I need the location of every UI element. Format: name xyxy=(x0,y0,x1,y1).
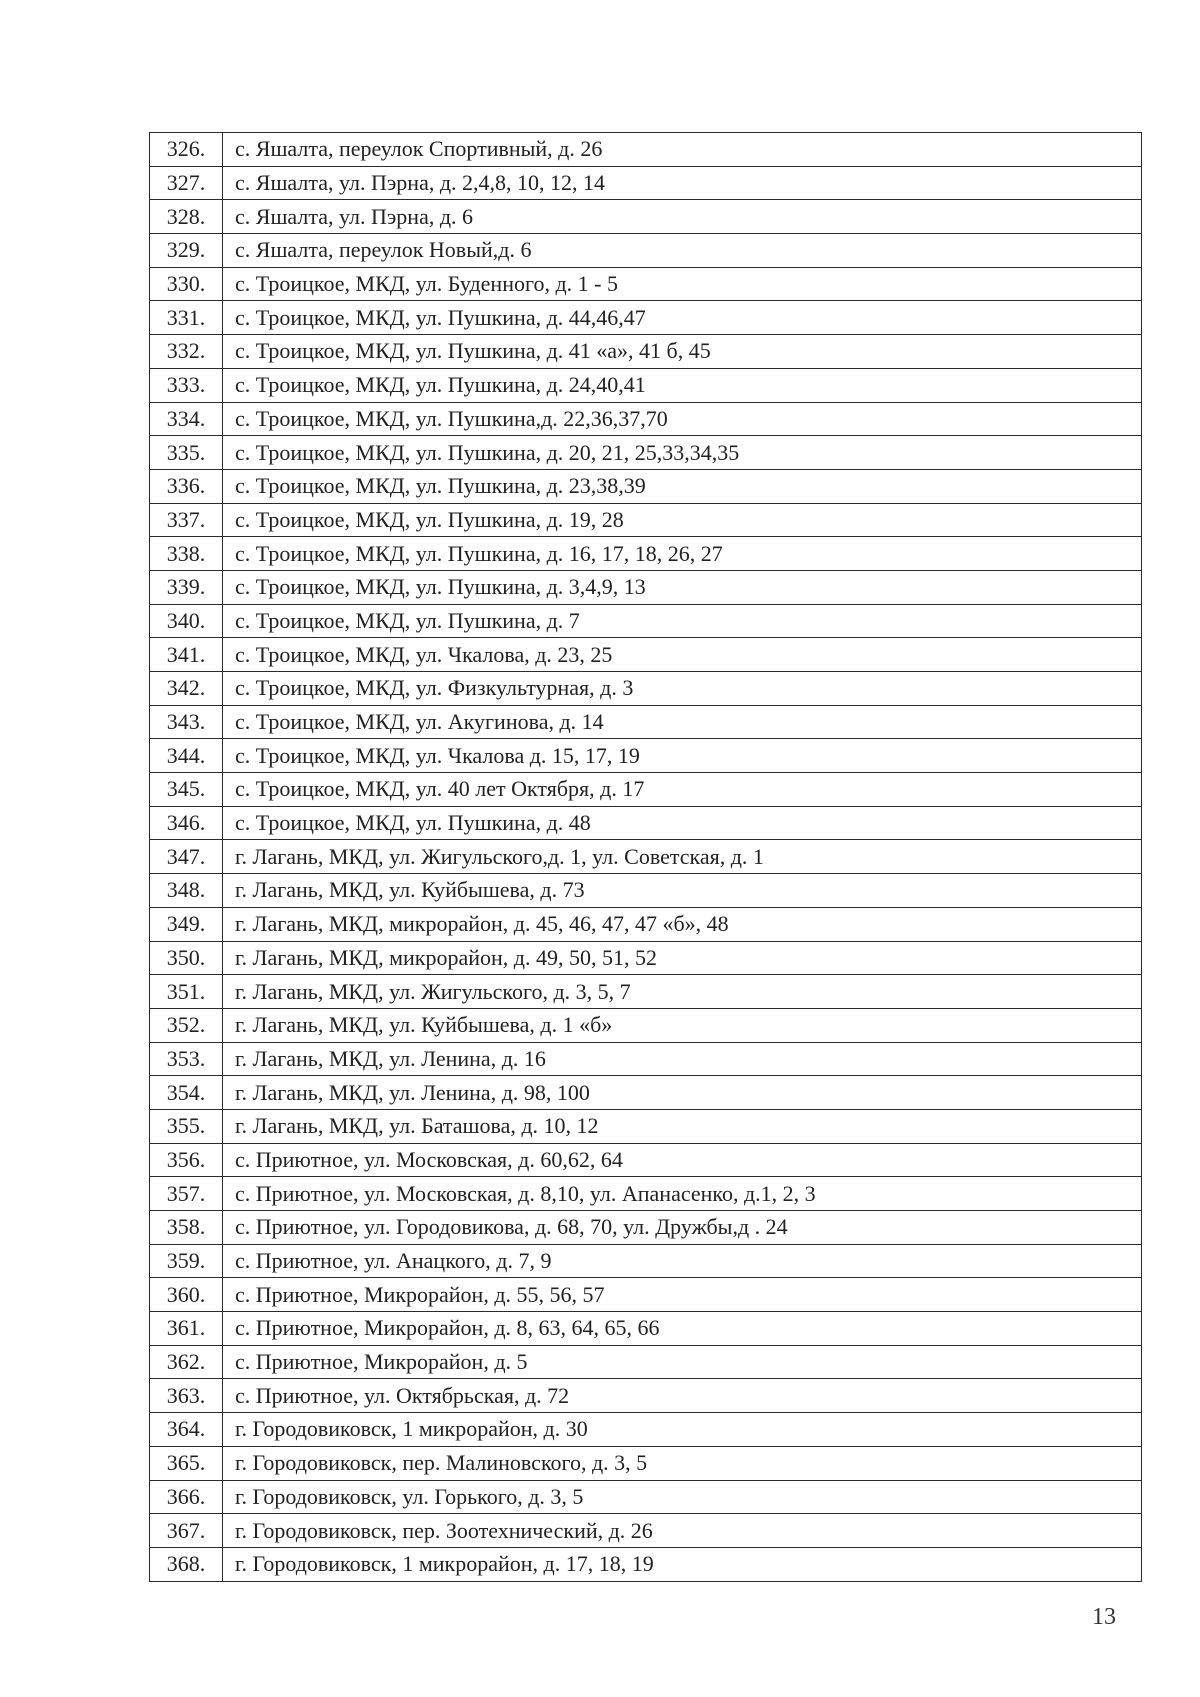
row-address: г. Лагань, МКД, ул. Ленина, д. 16 xyxy=(223,1042,1142,1076)
row-number: 326. xyxy=(150,133,223,167)
row-number: 338. xyxy=(150,537,223,571)
table-row xyxy=(150,705,1142,739)
table-row xyxy=(150,1379,1142,1413)
table-row xyxy=(150,234,1142,268)
row-number: 330. xyxy=(150,267,223,301)
table-row xyxy=(150,469,1142,503)
row-address: с. Приютное, Микрорайон, д. 55, 56, 57 xyxy=(223,1278,1142,1312)
row-address: с. Яшалта, ул. Пэрна, д. 2,4,8, 10, 12, 14 xyxy=(223,166,1142,200)
row-number: 355. xyxy=(150,1109,223,1143)
row-address: с. Троицкое, МКД, ул. Пушкина, д. 48 xyxy=(223,806,1142,840)
table-row xyxy=(150,368,1142,402)
row-number: 327. xyxy=(150,166,223,200)
row-number: 331. xyxy=(150,301,223,335)
table-row xyxy=(150,739,1142,773)
table-row xyxy=(150,1076,1142,1110)
row-number: 337. xyxy=(150,503,223,537)
table-row xyxy=(150,1480,1142,1514)
table-row xyxy=(150,1514,1142,1548)
table-row xyxy=(150,1042,1142,1076)
table-row xyxy=(150,840,1142,874)
table-row xyxy=(150,1312,1142,1346)
table-row xyxy=(150,1345,1142,1379)
row-address: г. Лагань, МКД, ул. Куйбышева, д. 1 «б» xyxy=(223,1008,1142,1042)
row-number: 365. xyxy=(150,1446,223,1480)
row-number: 363. xyxy=(150,1379,223,1413)
table-row xyxy=(150,806,1142,840)
row-address: г. Лагань, МКД, ул. Куйбышева, д. 73 xyxy=(223,874,1142,908)
row-number: 347. xyxy=(150,840,223,874)
table-row xyxy=(150,874,1142,908)
table-row xyxy=(150,267,1142,301)
table-row xyxy=(150,1547,1142,1581)
row-address: г. Лагань, МКД, микрорайон, д. 49, 50, 51, 52 xyxy=(223,941,1142,975)
row-number: 339. xyxy=(150,570,223,604)
row-address: с. Приютное, ул. Анацкого, д. 7, 9 xyxy=(223,1244,1142,1278)
row-address: г. Лагань, МКД, ул. Жигульского,д. 1, ул. Советская, д. 1 xyxy=(223,840,1142,874)
row-address: с. Троицкое, МКД, ул. Пушкина, д. 23,38,39 xyxy=(223,469,1142,503)
row-number: 359. xyxy=(150,1244,223,1278)
row-address: с. Приютное, ул. Октябрьская, д. 72 xyxy=(223,1379,1142,1413)
row-address: с. Приютное, ул. Московская, д. 60,62, 64 xyxy=(223,1143,1142,1177)
table-row xyxy=(150,1244,1142,1278)
row-address: г. Лагань, МКД, ул. Жигульского, д. 3, 5, 7 xyxy=(223,975,1142,1009)
table-row xyxy=(150,166,1142,200)
address-table-body xyxy=(150,133,1142,1582)
row-number: 356. xyxy=(150,1143,223,1177)
table-row xyxy=(150,402,1142,436)
table-row xyxy=(150,335,1142,369)
row-number: 332. xyxy=(150,335,223,369)
row-address: с. Троицкое, МКД, ул. Пушкина, д. 16, 17, 18, 26, 27 xyxy=(223,537,1142,571)
row-number: 334. xyxy=(150,402,223,436)
row-number: 368. xyxy=(150,1547,223,1581)
row-number: 335. xyxy=(150,436,223,470)
table-row xyxy=(150,1413,1142,1447)
table-row xyxy=(150,1008,1142,1042)
row-number: 366. xyxy=(150,1480,223,1514)
table-row xyxy=(150,1109,1142,1143)
row-address: с. Приютное, ул. Городовикова, д. 68, 70, ул. Дружбы,д . 24 xyxy=(223,1211,1142,1245)
row-number: 349. xyxy=(150,907,223,941)
row-number: 367. xyxy=(150,1514,223,1548)
table-row xyxy=(150,1177,1142,1211)
row-number: 364. xyxy=(150,1413,223,1447)
row-address: г. Городовиковск, пер. Малиновского, д. 3, 5 xyxy=(223,1446,1142,1480)
row-address: г. Городовиковск, пер. Зоотехнический, д. 26 xyxy=(223,1514,1142,1548)
row-address: с. Троицкое, МКД, ул. Пушкина, д. 44,46,47 xyxy=(223,301,1142,335)
row-number: 342. xyxy=(150,672,223,706)
table-row xyxy=(150,604,1142,638)
table-row xyxy=(150,570,1142,604)
table-row xyxy=(150,133,1142,167)
row-address: с. Яшалта, переулок Новый,д. 6 xyxy=(223,234,1142,268)
table-row xyxy=(150,301,1142,335)
row-address: с. Приютное, ул. Московская, д. 8,10, ул. Апанасенко, д.1, 2, 3 xyxy=(223,1177,1142,1211)
row-address: с. Троицкое, МКД, ул. Чкалова д. 15, 17, 19 xyxy=(223,739,1142,773)
table-row xyxy=(150,1143,1142,1177)
row-address: с. Яшалта, переулок Спортивный, д. 26 xyxy=(223,133,1142,167)
row-number: 351. xyxy=(150,975,223,1009)
page-number: 13 xyxy=(1092,1604,1116,1630)
row-address: с. Троицкое, МКД, ул. Буденного, д. 1 - 5 xyxy=(223,267,1142,301)
table-row xyxy=(150,1278,1142,1312)
row-number: 348. xyxy=(150,874,223,908)
row-address: с. Троицкое, МКД, ул. Акугинова, д. 14 xyxy=(223,705,1142,739)
table-row xyxy=(150,200,1142,234)
table-row xyxy=(150,503,1142,537)
row-address: с. Троицкое, МКД, ул. Пушкина, д. 41 «а», 41 б, 45 xyxy=(223,335,1142,369)
row-number: 336. xyxy=(150,469,223,503)
row-address: г. Городовиковск, ул. Горького, д. 3, 5 xyxy=(223,1480,1142,1514)
row-number: 350. xyxy=(150,941,223,975)
row-address: с. Троицкое, МКД, ул. Пушкина,д. 22,36,37,70 xyxy=(223,402,1142,436)
table-row xyxy=(150,638,1142,672)
row-number: 343. xyxy=(150,705,223,739)
row-address: с. Приютное, Микрорайон, д. 8, 63, 64, 65, 66 xyxy=(223,1312,1142,1346)
table-row xyxy=(150,975,1142,1009)
row-address: г. Лагань, МКД, ул. Баташова, д. 10, 12 xyxy=(223,1109,1142,1143)
row-number: 357. xyxy=(150,1177,223,1211)
table-row xyxy=(150,537,1142,571)
row-number: 345. xyxy=(150,773,223,807)
table-row xyxy=(150,436,1142,470)
row-address: с. Троицкое, МКД, ул. Пушкина, д. 3,4,9, 13 xyxy=(223,570,1142,604)
row-number: 344. xyxy=(150,739,223,773)
row-number: 329. xyxy=(150,234,223,268)
row-number: 358. xyxy=(150,1211,223,1245)
row-address: с. Троицкое, МКД, ул. Пушкина, д. 24,40,41 xyxy=(223,368,1142,402)
row-address: с. Приютное, Микрорайон, д. 5 xyxy=(223,1345,1142,1379)
row-number: 346. xyxy=(150,806,223,840)
row-number: 353. xyxy=(150,1042,223,1076)
address-table xyxy=(149,132,1142,1582)
row-address: с. Троицкое, МКД, ул. Пушкина, д. 20, 21, 25,33,34,35 xyxy=(223,436,1142,470)
row-number: 354. xyxy=(150,1076,223,1110)
row-number: 341. xyxy=(150,638,223,672)
table-row xyxy=(150,1446,1142,1480)
table-row xyxy=(150,907,1142,941)
row-number: 333. xyxy=(150,368,223,402)
row-address: г. Городовиковск, 1 микрорайон, д. 30 xyxy=(223,1413,1142,1447)
row-address: с. Троицкое, МКД, ул. Физкультурная, д. 3 xyxy=(223,672,1142,706)
table-row xyxy=(150,672,1142,706)
row-number: 361. xyxy=(150,1312,223,1346)
row-address: г. Городовиковск, 1 микрорайон, д. 17, 18, 19 xyxy=(223,1547,1142,1581)
row-address: с. Яшалта, ул. Пэрна, д. 6 xyxy=(223,200,1142,234)
table-row xyxy=(150,773,1142,807)
row-address: с. Троицкое, МКД, ул. 40 лет Октября, д. 17 xyxy=(223,773,1142,807)
row-address: г. Лагань, МКД, ул. Ленина, д. 98, 100 xyxy=(223,1076,1142,1110)
table-row xyxy=(150,1211,1142,1245)
table-row xyxy=(150,941,1142,975)
row-number: 360. xyxy=(150,1278,223,1312)
row-address: с. Троицкое, МКД, ул. Пушкина, д. 19, 28 xyxy=(223,503,1142,537)
row-number: 352. xyxy=(150,1008,223,1042)
row-number: 328. xyxy=(150,200,223,234)
row-address: с. Троицкое, МКД, ул. Пушкина, д. 7 xyxy=(223,604,1142,638)
row-number: 340. xyxy=(150,604,223,638)
row-address: с. Троицкое, МКД, ул. Чкалова, д. 23, 25 xyxy=(223,638,1142,672)
row-address: г. Лагань, МКД, микрорайон, д. 45, 46, 47, 47 «б», 48 xyxy=(223,907,1142,941)
row-number: 362. xyxy=(150,1345,223,1379)
